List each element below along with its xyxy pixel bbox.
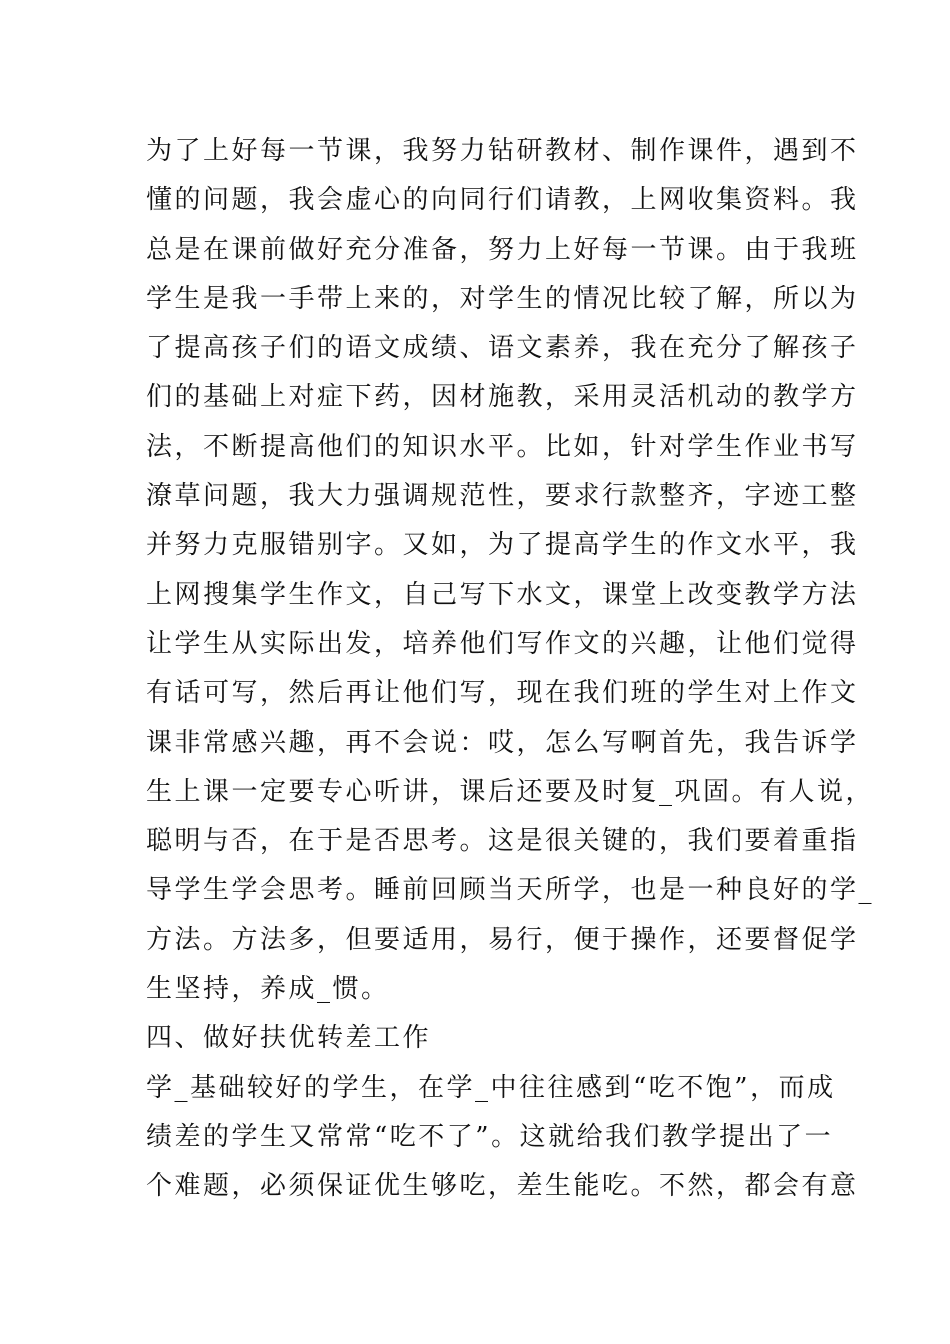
text-line: 为了上好每一节课，我努力钻研教材、制作课件，遇到不 bbox=[146, 136, 859, 166]
text-line: 并努力克服错别字。又如，为了提高学生的作文水平，我 bbox=[146, 530, 859, 561]
text-line: 个难题，必须保证优生够吃，差生能吃。不然，都会有意 bbox=[146, 1171, 859, 1202]
text-line: 学生是我一手带上来的，对学生的情况比较了解，所以为 bbox=[146, 283, 859, 314]
text-line: 生坚持，养成_惯。 bbox=[146, 974, 390, 1005]
text-line: 总是在课前做好充分准备，努力上好每一节课。由于我班 bbox=[146, 234, 859, 265]
text-line: 们的基础上对症下药，因材施教，采用灵活机动的教学方 bbox=[146, 382, 859, 413]
text-line: 懂的问题，我会虚心的向同行们请教，上网收集资料。我 bbox=[146, 185, 859, 216]
section-heading: 四、做好扶优转差工作 bbox=[146, 1023, 432, 1054]
text-line: 课非常感兴趣，再不会说：哎，怎么写啊首先，我告诉学 bbox=[146, 727, 859, 758]
body-text bbox=[146, 127, 875, 1212]
text-line: 法，不断提高他们的知识水平。比如，针对学生作业书写 bbox=[146, 431, 859, 462]
text-line: 让学生从实际出发，培养他们写作文的兴趣，让他们觉得 bbox=[146, 628, 859, 659]
text-line: 导学生学会思考。睡前回顾当天所学，也是一种良好的学_ bbox=[146, 875, 875, 906]
text-line: 潦草问题，我大力强调规范性，要求行款整齐，字迹工整 bbox=[146, 481, 859, 512]
text-line: 聪明与否，在于是否思考。这是很关键的，我们要着重指 bbox=[146, 826, 859, 857]
text-line: 学_基础较好的学生，在学_中往往感到“吃不饱”，而成 bbox=[146, 1072, 836, 1103]
text-line: 绩差的学生又常常“吃不了”。这就给我们教学提出了一 bbox=[146, 1121, 834, 1152]
text-line: 有话可写，然后再让他们写，现在我们班的学生对上作文 bbox=[146, 678, 859, 709]
text-line: 方法。方法多，但要适用，易行，便于操作，还要督促学 bbox=[146, 924, 859, 955]
text-line: 上网搜集学生作文，自己写下水文，课堂上改变教学方法 bbox=[146, 579, 859, 610]
text-line: 生上课一定要专心听讲，课后还要及时复_巩固。有人说， bbox=[146, 776, 875, 807]
text-line: 了提高孩子们的语文成绩、语文素养，我在充分了解孩子 bbox=[146, 333, 859, 364]
